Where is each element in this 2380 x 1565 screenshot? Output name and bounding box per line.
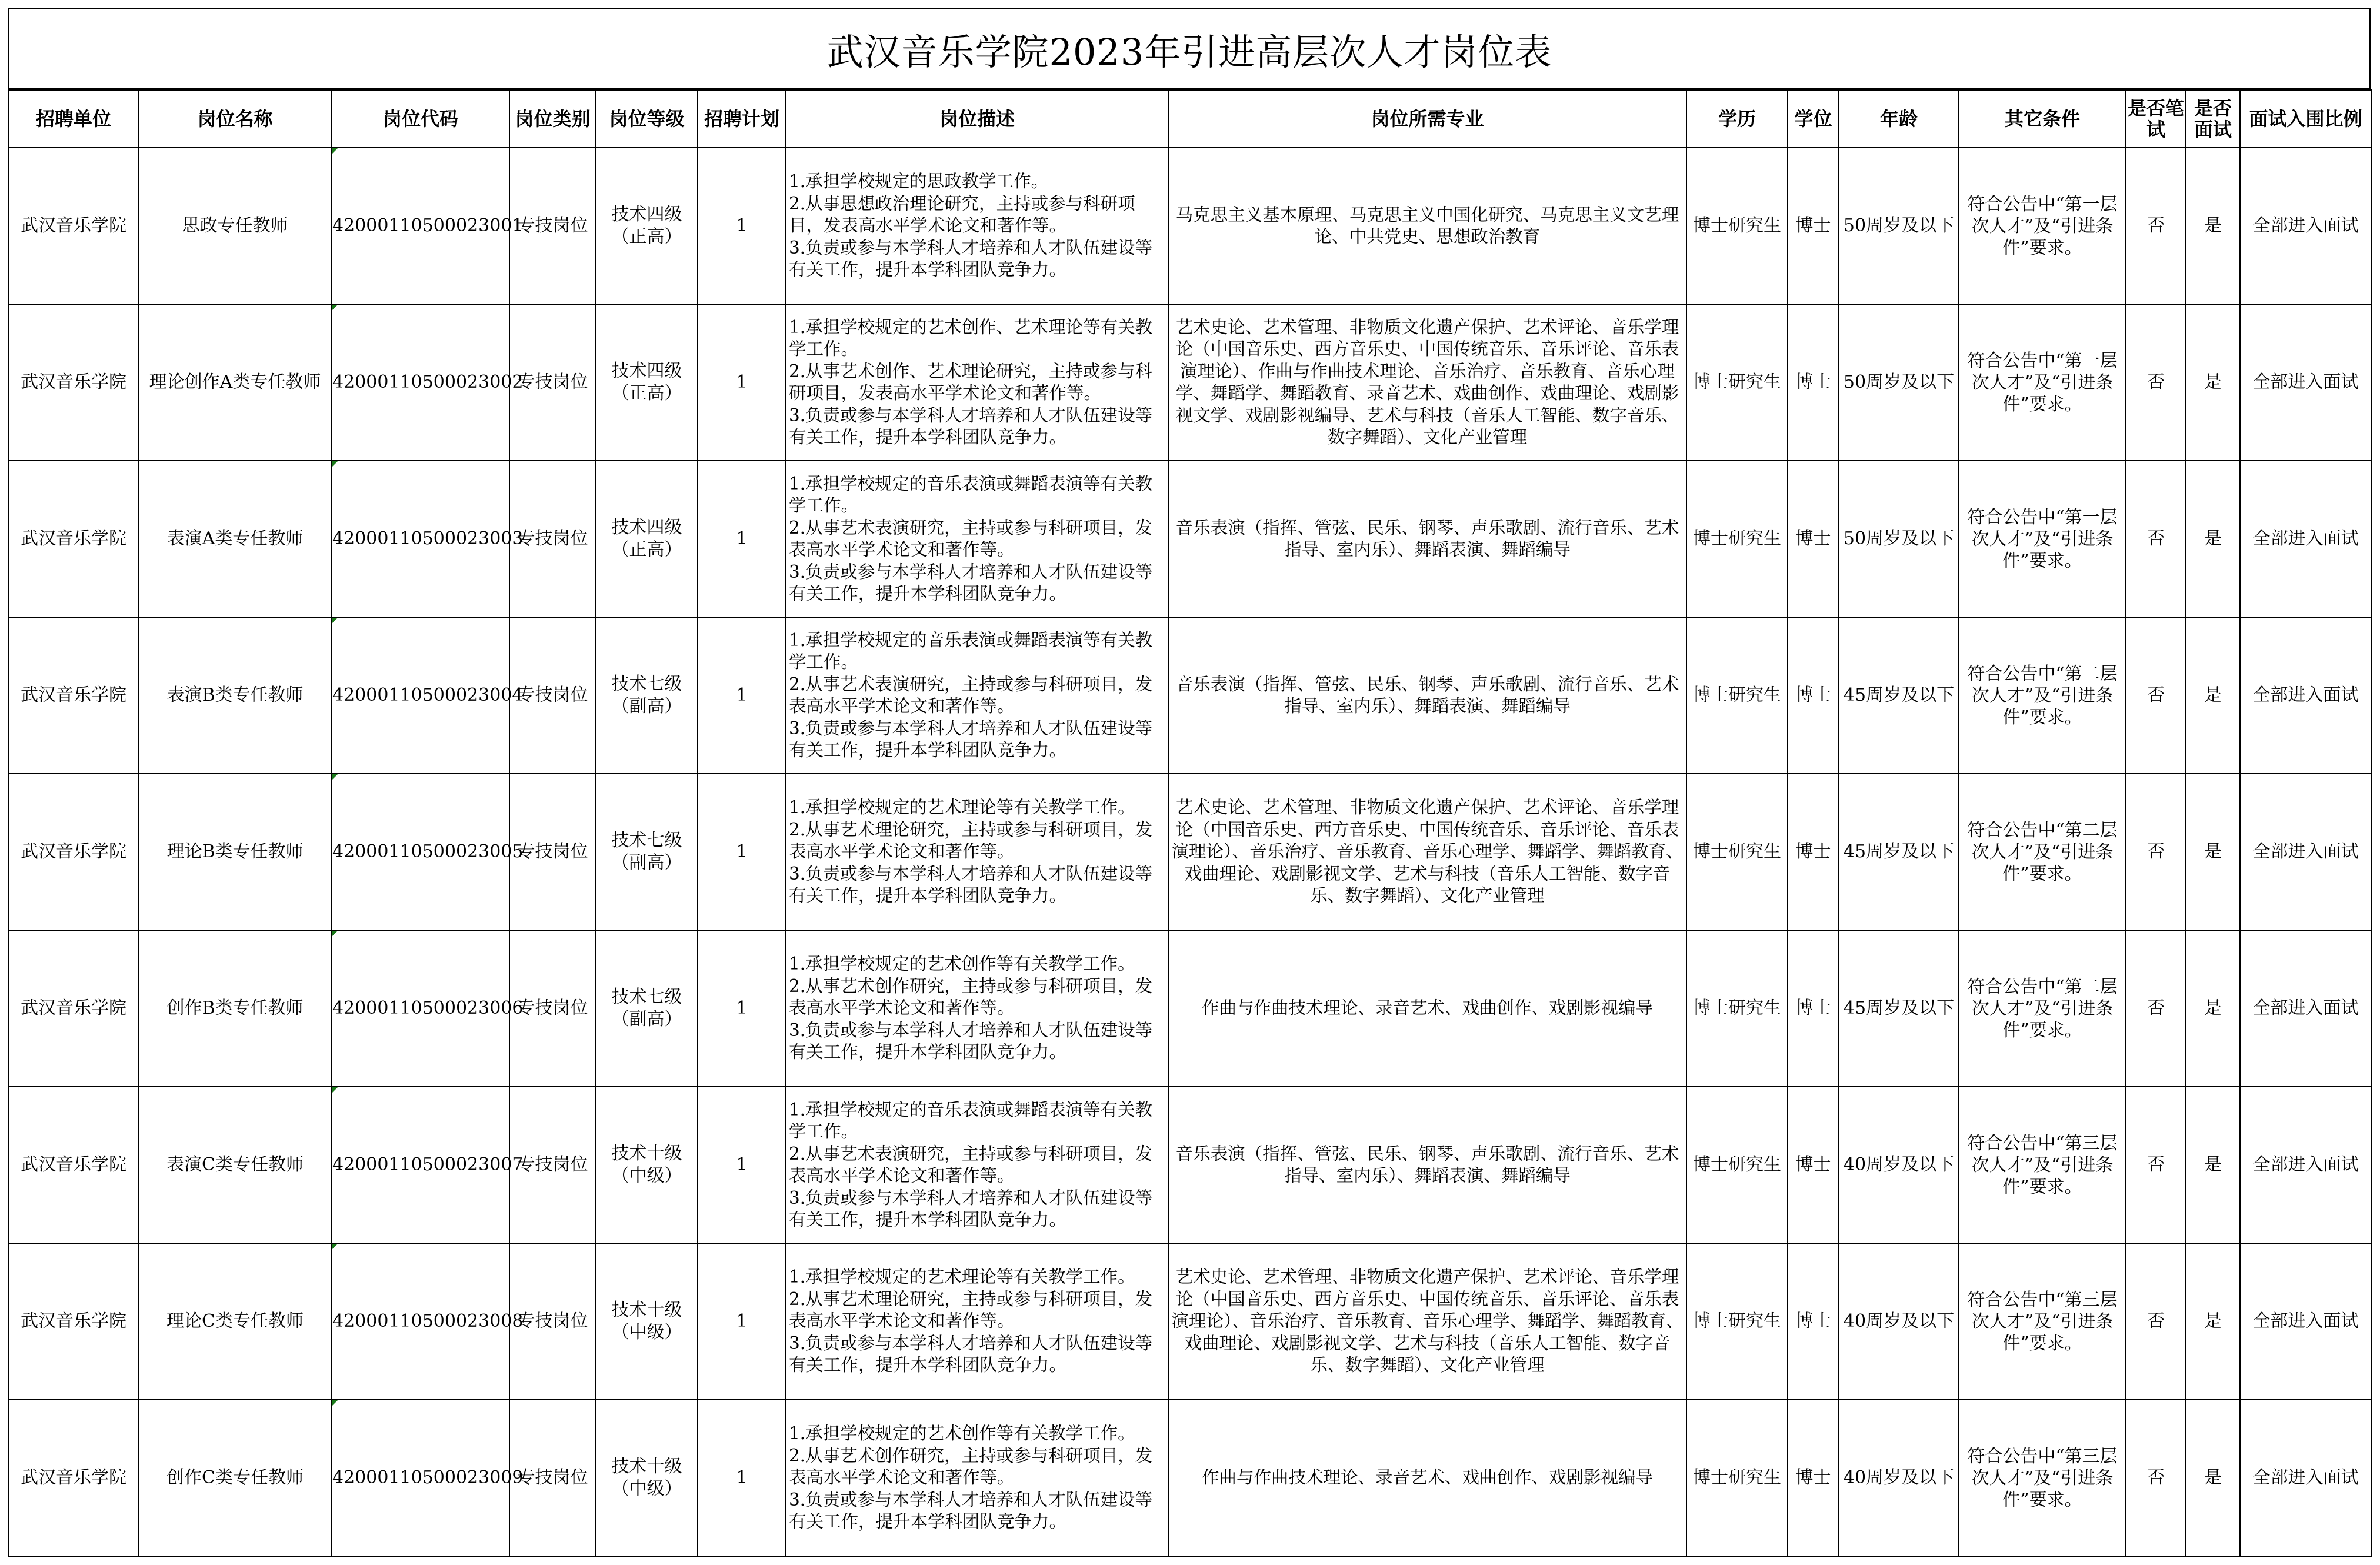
cell-code: 42000110500023003 bbox=[332, 461, 509, 617]
cell-interview: 是 bbox=[2186, 304, 2240, 461]
cell-code: 42000110500023007 bbox=[332, 1087, 509, 1243]
cell-unit: 武汉音乐学院 bbox=[9, 774, 138, 930]
table-row bbox=[9, 461, 2371, 617]
cell-written: 否 bbox=[2126, 617, 2186, 774]
description-line: 3.负责或参与本学科人才培养和人才队伍建设等有关工作，提升本学科团队竞争力。 bbox=[789, 1187, 1153, 1230]
cell-name: 表演C类专任教师 bbox=[138, 1087, 332, 1243]
cell-name: 创作C类专任教师 bbox=[138, 1400, 332, 1556]
cell-age: 45周岁及以下 bbox=[1839, 774, 1959, 930]
cell-degree: 博士 bbox=[1788, 1400, 1839, 1556]
cell-degree: 博士 bbox=[1788, 930, 1839, 1087]
cell-ratio: 全部进入面试 bbox=[2240, 304, 2371, 461]
cell-level: 技术十级（中级） bbox=[596, 1243, 698, 1400]
cell-code: 42000110500023006 bbox=[332, 930, 509, 1087]
cell-unit: 武汉音乐学院 bbox=[9, 1243, 138, 1400]
cell-category: 专技岗位 bbox=[509, 930, 596, 1087]
description-line: 1.承担学校规定的艺术理论等有关教学工作。 bbox=[789, 1267, 1135, 1287]
description-line: 1.承担学校规定的音乐表演或舞蹈表演等有关教学工作。 bbox=[789, 630, 1153, 672]
cell-category: 专技岗位 bbox=[509, 1087, 596, 1243]
cell-age: 50周岁及以下 bbox=[1839, 304, 1959, 461]
cell-desc bbox=[786, 1243, 1168, 1400]
cell-ratio: 全部进入面试 bbox=[2240, 1243, 2371, 1400]
description-line: 3.负责或参与本学科人才培养和人才队伍建设等有关工作，提升本学科团队竞争力。 bbox=[789, 405, 1153, 447]
cell-other: 符合公告中“第二层次人才”及“引进条件”要求。 bbox=[1959, 774, 2126, 930]
cell-degree: 博士 bbox=[1788, 617, 1839, 774]
header-cell: 面试入围比例 bbox=[2240, 90, 2371, 148]
description-line: 3.负责或参与本学科人才培养和人才队伍建设等有关工作，提升本学科团队竞争力。 bbox=[789, 561, 1153, 604]
header-cell: 其它条件 bbox=[1959, 90, 2126, 148]
cell-unit: 武汉音乐学院 bbox=[9, 148, 138, 304]
cell-category: 专技岗位 bbox=[509, 1400, 596, 1556]
description-line: 2.从事艺术理论研究，主持或参与科研项目，发表高水平学术论文和著作等。 bbox=[789, 1288, 1153, 1331]
cell-education: 博士研究生 bbox=[1686, 617, 1788, 774]
description-line: 1.承担学校规定的艺术理论等有关教学工作。 bbox=[789, 797, 1135, 818]
cell-ratio: 全部进入面试 bbox=[2240, 617, 2371, 774]
cell-category: 专技岗位 bbox=[509, 617, 596, 774]
description-line: 3.负责或参与本学科人才培养和人才队伍建设等有关工作，提升本学科团队竞争力。 bbox=[789, 1489, 1153, 1532]
cell-desc bbox=[786, 304, 1168, 461]
description-line: 3.负责或参与本学科人才培养和人才队伍建设等有关工作，提升本学科团队竞争力。 bbox=[789, 718, 1153, 760]
cell-major: 艺术史论、艺术管理、非物质文化遗产保护、艺术评论、音乐学理论（中国音乐史、西方音乐史、中国传统音乐、音乐评论、音乐表演理论）、作曲与作曲技术理论、音乐治疗、音乐教育、音乐心理学、舞蹈学、舞蹈教育、录音艺术、戏曲创作、戏曲理论、戏剧影视文学、戏剧影视编导、艺术与科技（音乐人工智能、数字音乐、数字舞蹈）、文化产业管理 bbox=[1168, 304, 1686, 461]
table-row bbox=[9, 1243, 2371, 1400]
header-cell-narrow: 是否笔试 bbox=[2126, 90, 2186, 148]
header-cell: 年龄 bbox=[1839, 90, 1959, 148]
cell-category: 专技岗位 bbox=[509, 774, 596, 930]
cell-code: 42000110500023002 bbox=[332, 304, 509, 461]
cell-ratio: 全部进入面试 bbox=[2240, 1400, 2371, 1556]
cell-name: 创作B类专任教师 bbox=[138, 930, 332, 1087]
header-cell: 学位 bbox=[1788, 90, 1839, 148]
cell-degree: 博士 bbox=[1788, 1243, 1839, 1400]
cell-other: 符合公告中“第三层次人才”及“引进条件”要求。 bbox=[1959, 1400, 2126, 1556]
cell-other: 符合公告中“第三层次人才”及“引进条件”要求。 bbox=[1959, 1087, 2126, 1243]
table-row bbox=[9, 774, 2371, 930]
table-row bbox=[9, 930, 2371, 1087]
description-line: 2.从事艺术创作研究，主持或参与科研项目，发表高水平学术论文和著作等。 bbox=[789, 1445, 1153, 1488]
cell-interview: 是 bbox=[2186, 774, 2240, 930]
description-line: 1.承担学校规定的艺术创作等有关教学工作。 bbox=[789, 1423, 1135, 1444]
cell-name: 理论C类专任教师 bbox=[138, 1243, 332, 1400]
description-line: 2.从事艺术表演研究，主持或参与科研项目，发表高水平学术论文和著作等。 bbox=[789, 674, 1153, 716]
cell-interview: 是 bbox=[2186, 1087, 2240, 1243]
cell-desc bbox=[786, 930, 1168, 1087]
cell-desc bbox=[786, 461, 1168, 617]
description-line: 2.从事艺术创作、艺术理论研究，主持或参与科研项目，发表高水平学术论文和著作等。 bbox=[789, 361, 1153, 403]
cell-level: 技术四级（正高） bbox=[596, 304, 698, 461]
cell-major: 作曲与作曲技术理论、录音艺术、戏曲创作、戏剧影视编导 bbox=[1168, 930, 1686, 1087]
cell-plan: 1 bbox=[698, 461, 786, 617]
cell-category: 专技岗位 bbox=[509, 461, 596, 617]
cell-other: 符合公告中“第一层次人才”及“引进条件”要求。 bbox=[1959, 148, 2126, 304]
cell-ratio: 全部进入面试 bbox=[2240, 930, 2371, 1087]
spreadsheet bbox=[8, 8, 2372, 1557]
cell-written: 否 bbox=[2126, 148, 2186, 304]
cell-code: 42000110500023001 bbox=[332, 148, 509, 304]
description-line: 2.从事艺术表演研究，主持或参与科研项目，发表高水平学术论文和著作等。 bbox=[789, 1143, 1153, 1186]
cell-code: 42000110500023005 bbox=[332, 774, 509, 930]
cell-code: 42000110500023009 bbox=[332, 1400, 509, 1556]
cell-written: 否 bbox=[2126, 1243, 2186, 1400]
cell-major: 音乐表演（指挥、管弦、民乐、钢琴、声乐歌剧、流行音乐、艺术指导、室内乐）、舞蹈表演、舞蹈编导 bbox=[1168, 461, 1686, 617]
cell-plan: 1 bbox=[698, 1400, 786, 1556]
cell-plan: 1 bbox=[698, 1243, 786, 1400]
header-cell: 岗位所需专业 bbox=[1168, 90, 1686, 148]
cell-category: 专技岗位 bbox=[509, 148, 596, 304]
cell-unit: 武汉音乐学院 bbox=[9, 304, 138, 461]
description-line: 1.承担学校规定的音乐表演或舞蹈表演等有关教学工作。 bbox=[789, 473, 1153, 515]
cell-major: 音乐表演（指挥、管弦、民乐、钢琴、声乐歌剧、流行音乐、艺术指导、室内乐）、舞蹈表演、舞蹈编导 bbox=[1168, 1087, 1686, 1243]
description-line: 3.负责或参与本学科人才培养和人才队伍建设等有关工作，提升本学科团队竞争力。 bbox=[789, 1020, 1153, 1063]
cell-other: 符合公告中“第三层次人才”及“引进条件”要求。 bbox=[1959, 1243, 2126, 1400]
description-line: 2.从事思想政治理论研究，主持或参与科研项目，发表高水平学术论文和著作等。 bbox=[789, 193, 1135, 236]
description-line: 1.承担学校规定的艺术创作、艺术理论等有关教学工作。 bbox=[789, 317, 1153, 359]
cell-level: 技术四级（正高） bbox=[596, 148, 698, 304]
table-row bbox=[9, 617, 2371, 774]
cell-major: 马克思主义基本原理、马克思主义中国化研究、马克思主义文艺理论、中共党史、思想政治教育 bbox=[1168, 148, 1686, 304]
cell-ratio: 全部进入面试 bbox=[2240, 148, 2371, 304]
cell-age: 40周岁及以下 bbox=[1839, 1400, 1959, 1556]
cell-plan: 1 bbox=[698, 1087, 786, 1243]
cell-level: 技术七级（副高） bbox=[596, 617, 698, 774]
cell-ratio: 全部进入面试 bbox=[2240, 461, 2371, 617]
cell-interview: 是 bbox=[2186, 461, 2240, 617]
cell-desc bbox=[786, 1400, 1168, 1556]
cell-degree: 博士 bbox=[1788, 774, 1839, 930]
cell-desc bbox=[786, 1087, 1168, 1243]
cell-major: 艺术史论、艺术管理、非物质文化遗产保护、艺术评论、音乐学理论（中国音乐史、西方音乐史、中国传统音乐、音乐评论、音乐表演理论）、音乐治疗、音乐教育、音乐心理学、舞蹈学、舞蹈教育、戏曲理论、戏剧影视文学、艺术与科技（音乐人工智能、数字音乐、数字舞蹈）、文化产业管理 bbox=[1168, 1243, 1686, 1400]
cell-plan: 1 bbox=[698, 930, 786, 1087]
cell-name: 理论创作A类专任教师 bbox=[138, 304, 332, 461]
cell-other: 符合公告中“第一层次人才”及“引进条件”要求。 bbox=[1959, 461, 2126, 617]
cell-level: 技术十级（中级） bbox=[596, 1087, 698, 1243]
cell-plan: 1 bbox=[698, 304, 786, 461]
cell-other: 符合公告中“第二层次人才”及“引进条件”要求。 bbox=[1959, 930, 2126, 1087]
cell-category: 专技岗位 bbox=[509, 1243, 596, 1400]
header-cell: 招聘单位 bbox=[9, 90, 138, 148]
header-cell: 岗位等级 bbox=[596, 90, 698, 148]
description-line: 3.负责或参与本学科人才培养和人才队伍建设等有关工作，提升本学科团队竞争力。 bbox=[789, 1333, 1153, 1376]
cell-desc bbox=[786, 148, 1168, 304]
cell-plan: 1 bbox=[698, 774, 786, 930]
header-cell: 岗位名称 bbox=[138, 90, 332, 148]
cell-ratio: 全部进入面试 bbox=[2240, 774, 2371, 930]
cell-major: 艺术史论、艺术管理、非物质文化遗产保护、艺术评论、音乐学理论（中国音乐史、西方音乐史、中国传统音乐、音乐评论、音乐表演理论）、音乐治疗、音乐教育、音乐心理学、舞蹈学、舞蹈教育、戏曲理论、戏剧影视文学、艺术与科技（音乐人工智能、数字音乐、数字舞蹈）、文化产业管理 bbox=[1168, 774, 1686, 930]
cell-major: 作曲与作曲技术理论、录音艺术、戏曲创作、戏剧影视编导 bbox=[1168, 1400, 1686, 1556]
cell-education: 博士研究生 bbox=[1686, 774, 1788, 930]
cell-interview: 是 bbox=[2186, 1400, 2240, 1556]
table-row bbox=[9, 1087, 2371, 1243]
description-line: 1.承担学校规定的艺术创作等有关教学工作。 bbox=[789, 954, 1135, 974]
positions-table bbox=[8, 89, 2372, 1557]
cell-other: 符合公告中“第二层次人才”及“引进条件”要求。 bbox=[1959, 617, 2126, 774]
cell-age: 50周岁及以下 bbox=[1839, 461, 1959, 617]
cell-age: 45周岁及以下 bbox=[1839, 617, 1959, 774]
cell-education: 博士研究生 bbox=[1686, 1087, 1788, 1243]
cell-unit: 武汉音乐学院 bbox=[9, 1400, 138, 1556]
cell-unit: 武汉音乐学院 bbox=[9, 1087, 138, 1243]
cell-name: 表演B类专任教师 bbox=[138, 617, 332, 774]
cell-interview: 是 bbox=[2186, 1243, 2240, 1400]
cell-plan: 1 bbox=[698, 148, 786, 304]
header-cell: 岗位代码 bbox=[332, 90, 509, 148]
header-cell: 岗位描述 bbox=[786, 90, 1168, 148]
cell-category: 专技岗位 bbox=[509, 304, 596, 461]
cell-education: 博士研究生 bbox=[1686, 304, 1788, 461]
cell-age: 50周岁及以下 bbox=[1839, 148, 1959, 304]
cell-degree: 博士 bbox=[1788, 304, 1839, 461]
cell-name: 表演A类专任教师 bbox=[138, 461, 332, 617]
cell-degree: 博士 bbox=[1788, 1087, 1839, 1243]
cell-interview: 是 bbox=[2186, 930, 2240, 1087]
cell-name: 理论B类专任教师 bbox=[138, 774, 332, 930]
cell-name: 思政专任教师 bbox=[138, 148, 332, 304]
header-cell-narrow: 是否面试 bbox=[2186, 90, 2240, 148]
description-line: 2.从事艺术理论研究，主持或参与科研项目，发表高水平学术论文和著作等。 bbox=[789, 819, 1153, 862]
cell-interview: 是 bbox=[2186, 617, 2240, 774]
cell-written: 否 bbox=[2126, 1400, 2186, 1556]
cell-age: 40周岁及以下 bbox=[1839, 1243, 1959, 1400]
table-body bbox=[9, 148, 2371, 1556]
cell-education: 博士研究生 bbox=[1686, 461, 1788, 617]
cell-age: 40周岁及以下 bbox=[1839, 1087, 1959, 1243]
cell-desc bbox=[786, 774, 1168, 930]
cell-level: 技术四级（正高） bbox=[596, 461, 698, 617]
cell-code: 42000110500023008 bbox=[332, 1243, 509, 1400]
cell-unit: 武汉音乐学院 bbox=[9, 461, 138, 617]
header-cell: 岗位类别 bbox=[509, 90, 596, 148]
cell-degree: 博士 bbox=[1788, 461, 1839, 617]
cell-education: 博士研究生 bbox=[1686, 1243, 1788, 1400]
cell-written: 否 bbox=[2126, 1087, 2186, 1243]
cell-desc bbox=[786, 617, 1168, 774]
description-line: 3.负责或参与本学科人才培养和人才队伍建设等有关工作，提升本学科团队竞争力。 bbox=[789, 237, 1153, 280]
cell-level: 技术七级（副高） bbox=[596, 774, 698, 930]
cell-written: 否 bbox=[2126, 461, 2186, 617]
cell-level: 技术七级（副高） bbox=[596, 930, 698, 1087]
cell-degree: 博士 bbox=[1788, 148, 1839, 304]
cell-age: 45周岁及以下 bbox=[1839, 930, 1959, 1087]
cell-written: 否 bbox=[2126, 304, 2186, 461]
description-line: 3.负责或参与本学科人才培养和人才队伍建设等有关工作，提升本学科团队竞争力。 bbox=[789, 863, 1153, 906]
cell-education: 博士研究生 bbox=[1686, 930, 1788, 1087]
cell-other: 符合公告中“第一层次人才”及“引进条件”要求。 bbox=[1959, 304, 2126, 461]
table-row bbox=[9, 1400, 2371, 1556]
cell-interview: 是 bbox=[2186, 148, 2240, 304]
cell-level: 技术十级（中级） bbox=[596, 1400, 698, 1556]
cell-education: 博士研究生 bbox=[1686, 148, 1788, 304]
cell-education: 博士研究生 bbox=[1686, 1400, 1788, 1556]
table-row bbox=[9, 304, 2371, 461]
table-row bbox=[9, 148, 2371, 304]
header-cell: 学历 bbox=[1686, 90, 1788, 148]
header-cell: 招聘计划 bbox=[698, 90, 786, 148]
cell-written: 否 bbox=[2126, 774, 2186, 930]
header-row bbox=[9, 90, 2371, 148]
description-line: 2.从事艺术创作研究，主持或参与科研项目，发表高水平学术论文和著作等。 bbox=[789, 975, 1153, 1018]
cell-written: 否 bbox=[2126, 930, 2186, 1087]
page-title: 武汉音乐学院2023年引进高层次人才岗位表 bbox=[8, 8, 2371, 89]
cell-ratio: 全部进入面试 bbox=[2240, 1087, 2371, 1243]
cell-code: 42000110500023004 bbox=[332, 617, 509, 774]
description-line: 1.承担学校规定的音乐表演或舞蹈表演等有关教学工作。 bbox=[789, 1099, 1153, 1141]
cell-plan: 1 bbox=[698, 617, 786, 774]
description-line: 2.从事艺术表演研究，主持或参与科研项目，发表高水平学术论文和著作等。 bbox=[789, 517, 1153, 560]
cell-unit: 武汉音乐学院 bbox=[9, 930, 138, 1087]
cell-major: 音乐表演（指挥、管弦、民乐、钢琴、声乐歌剧、流行音乐、艺术指导、室内乐）、舞蹈表演、舞蹈编导 bbox=[1168, 617, 1686, 774]
cell-unit: 武汉音乐学院 bbox=[9, 617, 138, 774]
description-line: 1.承担学校规定的思政教学工作。 bbox=[789, 171, 1049, 192]
